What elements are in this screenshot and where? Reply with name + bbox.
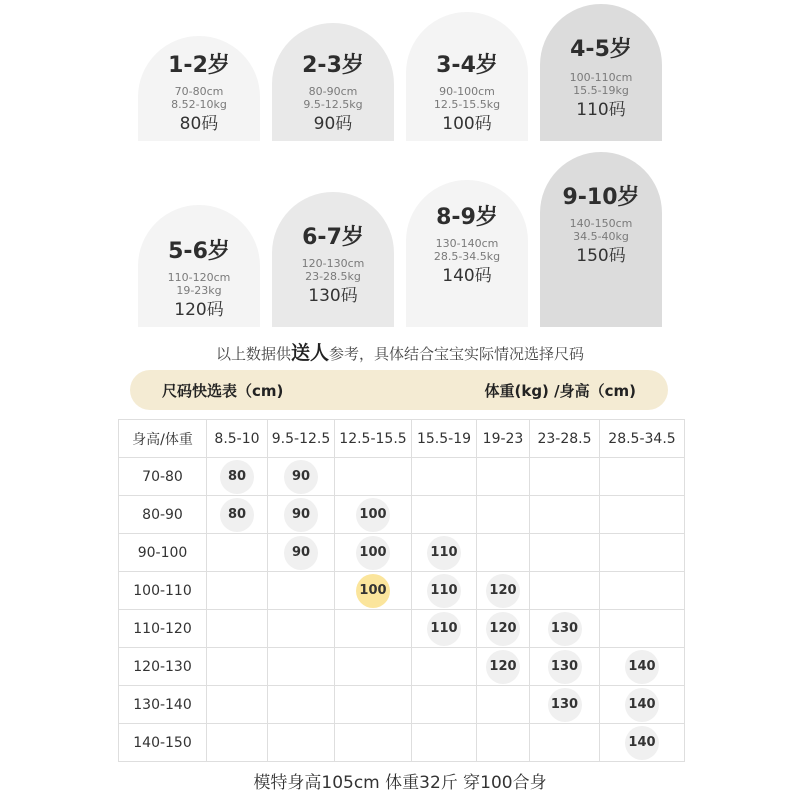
height-range: 70-80cm xyxy=(174,85,224,98)
height-range: 100-110cm xyxy=(569,71,633,84)
table-cell xyxy=(335,572,412,610)
height-row-header: 140-150 xyxy=(119,724,207,762)
table-cell xyxy=(207,610,268,648)
size-badge: 120 xyxy=(486,612,520,646)
table-cell xyxy=(600,648,685,686)
weight-range: 15.5-19kg xyxy=(573,84,629,97)
reference-note xyxy=(0,338,800,365)
table-cell xyxy=(530,648,600,686)
table-cell xyxy=(207,496,268,534)
table-cell xyxy=(268,458,335,496)
weight-range: 19-23kg xyxy=(176,284,222,297)
height-row-header: 110-120 xyxy=(119,610,207,648)
size-quick-select-table xyxy=(118,419,685,762)
table-row xyxy=(119,724,685,762)
size-badge: 80 xyxy=(220,498,254,532)
table-cell xyxy=(477,496,530,534)
size-badge: 90 xyxy=(284,498,318,532)
table-cell xyxy=(335,458,412,496)
table-cell xyxy=(335,610,412,648)
height-range: 110-120cm xyxy=(167,271,231,284)
table-cell xyxy=(530,610,600,648)
table-cell xyxy=(477,572,530,610)
table-cell xyxy=(207,648,268,686)
height-row-header: 100-110 xyxy=(119,572,207,610)
table-header-row xyxy=(119,420,685,458)
height-range: 120-130cm xyxy=(301,257,365,270)
banner-title: 尺码快选表（cm) xyxy=(162,381,284,400)
table-row xyxy=(119,458,685,496)
table-cell xyxy=(268,610,335,648)
age-card-4-5 xyxy=(540,4,662,141)
table-cell xyxy=(335,648,412,686)
weight-column-header: 12.5-15.5 xyxy=(335,420,412,458)
table-cell xyxy=(530,534,600,572)
height-row-header: 130-140 xyxy=(119,686,207,724)
table-cell xyxy=(477,724,530,762)
table-cell xyxy=(530,572,600,610)
table-cell xyxy=(600,572,685,610)
age-label: 5-6岁 xyxy=(168,239,230,264)
height-range: 80-90cm xyxy=(308,85,358,98)
size-label: 150码 xyxy=(576,246,626,266)
weight-range: 34.5-40kg xyxy=(573,230,629,243)
size-label: 80码 xyxy=(179,114,219,134)
note-text-after: 参考，具体结合宝宝实际情况选择尺码 xyxy=(329,345,585,363)
table-cell xyxy=(412,534,477,572)
age-card-2-3 xyxy=(272,23,394,141)
size-label: 90码 xyxy=(313,114,353,134)
table-cell xyxy=(600,458,685,496)
table-row xyxy=(119,686,685,724)
height-row-header: 120-130 xyxy=(119,648,207,686)
age-card-3-4 xyxy=(406,12,528,141)
note-text-before: 以上数据供 xyxy=(215,345,291,363)
age-label: 2-3岁 xyxy=(302,53,364,78)
age-card-8-9 xyxy=(406,180,528,327)
table-cell xyxy=(530,686,600,724)
note-emphasis: 送人 xyxy=(290,342,329,364)
table-cell xyxy=(412,610,477,648)
height-range: 130-140cm xyxy=(435,237,499,250)
model-info: 模特身高105cm 体重32斤 穿100合身 xyxy=(253,773,547,793)
size-badge: 130 xyxy=(548,688,582,722)
table-corner-header: 身高/体重 xyxy=(119,420,207,458)
size-badge: 110 xyxy=(427,612,461,646)
table-cell xyxy=(412,724,477,762)
age-label: 1-2岁 xyxy=(168,53,230,78)
size-badge: 130 xyxy=(548,650,582,684)
table-cell xyxy=(530,496,600,534)
table-cell xyxy=(268,496,335,534)
size-label: 100码 xyxy=(442,114,492,134)
size-badge: 130 xyxy=(548,612,582,646)
table-cell xyxy=(268,648,335,686)
age-card-5-6 xyxy=(138,205,260,327)
table-cell xyxy=(412,572,477,610)
age-label: 9-10岁 xyxy=(562,185,640,210)
table-cell xyxy=(268,534,335,572)
table-cell xyxy=(268,686,335,724)
table-cell xyxy=(207,686,268,724)
size-badge: 140 xyxy=(625,726,659,760)
age-card-1-2 xyxy=(138,36,260,141)
size-badge: 140 xyxy=(625,688,659,722)
table-cell xyxy=(412,686,477,724)
table-row xyxy=(119,610,685,648)
table-cell xyxy=(207,724,268,762)
table-row xyxy=(119,534,685,572)
table-cell xyxy=(207,458,268,496)
weight-column-header: 9.5-12.5 xyxy=(268,420,335,458)
size-badge: 110 xyxy=(427,536,461,570)
age-card-9-10 xyxy=(540,152,662,327)
table-cell xyxy=(207,534,268,572)
table-cell xyxy=(477,648,530,686)
size-label: 110码 xyxy=(576,100,626,120)
table-cell xyxy=(412,458,477,496)
table-cell xyxy=(477,686,530,724)
weight-column-header: 28.5-34.5 xyxy=(600,420,685,458)
table-cell xyxy=(412,648,477,686)
height-row-header: 80-90 xyxy=(119,496,207,534)
size-badge: 120 xyxy=(486,650,520,684)
table-cell xyxy=(600,496,685,534)
height-range: 90-100cm xyxy=(439,85,495,98)
age-label: 6-7岁 xyxy=(302,225,364,250)
size-badge: 140 xyxy=(625,650,659,684)
table-cell xyxy=(335,496,412,534)
table-cell xyxy=(477,458,530,496)
size-label: 120码 xyxy=(174,300,224,320)
table-cell xyxy=(335,534,412,572)
table-row xyxy=(119,648,685,686)
table-cell xyxy=(335,724,412,762)
weight-range: 8.52-10kg xyxy=(171,98,227,111)
size-label: 140码 xyxy=(442,266,492,286)
table-cell xyxy=(477,610,530,648)
table-cell xyxy=(412,496,477,534)
age-label: 4-5岁 xyxy=(570,37,632,62)
size-badge: 110 xyxy=(427,574,461,608)
size-chart-banner xyxy=(130,370,668,410)
size-badge: 100 xyxy=(356,574,390,608)
weight-column-header: 15.5-19 xyxy=(412,420,477,458)
weight-range: 12.5-15.5kg xyxy=(433,98,501,111)
table-cell xyxy=(268,724,335,762)
table-cell xyxy=(530,724,600,762)
weight-column-header: 8.5-10 xyxy=(207,420,268,458)
table-cell xyxy=(530,458,600,496)
size-label: 130码 xyxy=(308,286,358,306)
table-row xyxy=(119,572,685,610)
table-cell xyxy=(600,610,685,648)
size-badge: 90 xyxy=(284,536,318,570)
weight-column-header: 23-28.5 xyxy=(530,420,600,458)
table-row xyxy=(119,496,685,534)
table-cell xyxy=(207,572,268,610)
age-label: 8-9岁 xyxy=(436,205,498,230)
height-row-header: 90-100 xyxy=(119,534,207,572)
table-cell xyxy=(600,724,685,762)
size-badge: 90 xyxy=(284,460,318,494)
weight-range: 23-28.5kg xyxy=(305,270,361,283)
weight-column-header: 19-23 xyxy=(477,420,530,458)
height-range: 140-150cm xyxy=(569,217,633,230)
size-badge: 120 xyxy=(486,574,520,608)
table-cell xyxy=(477,534,530,572)
banner-axes-label: 体重(kg) /身高（cm) xyxy=(484,381,636,400)
size-badge: 100 xyxy=(356,536,390,570)
size-badge: 100 xyxy=(356,498,390,532)
height-row-header: 70-80 xyxy=(119,458,207,496)
table-cell xyxy=(268,572,335,610)
table-cell xyxy=(600,534,685,572)
size-badge: 80 xyxy=(220,460,254,494)
table-cell xyxy=(335,686,412,724)
age-card-6-7 xyxy=(272,192,394,327)
weight-range: 9.5-12.5kg xyxy=(303,98,363,111)
table-cell xyxy=(600,686,685,724)
weight-range: 28.5-34.5kg xyxy=(433,250,501,263)
age-label: 3-4岁 xyxy=(436,53,498,78)
